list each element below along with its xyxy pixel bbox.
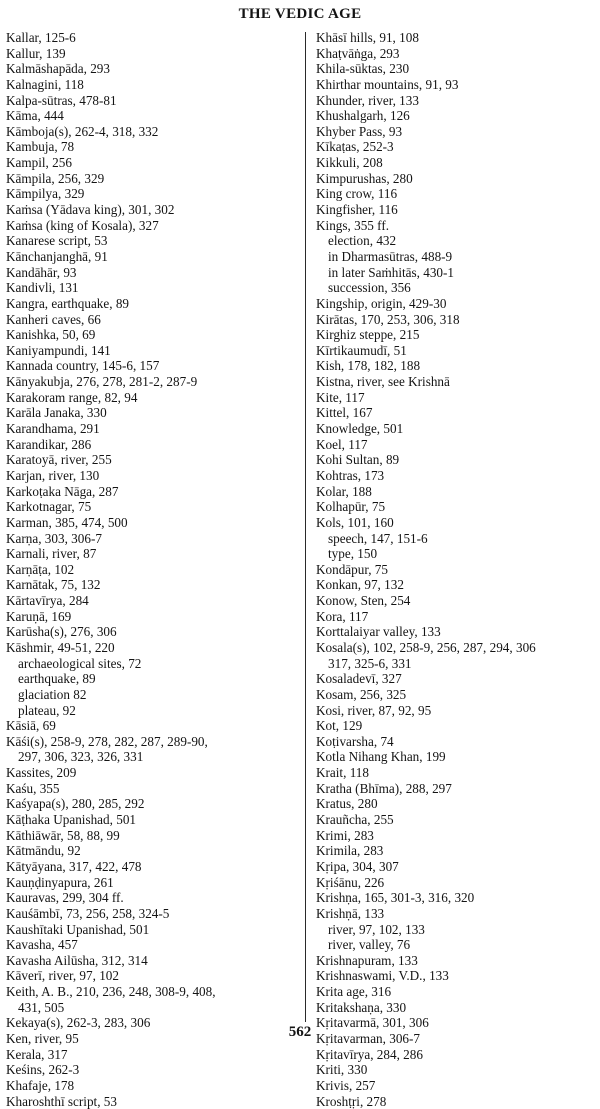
index-entry: Kerala, 317 (6, 1046, 68, 1062)
index-subentry: plateau, 92 (18, 702, 76, 718)
index-entry: Karkoṭaka Nāga, 287 (6, 483, 119, 499)
index-entry: Kikkuli, 208 (316, 155, 383, 171)
index-subentry: glaciation 82 (18, 686, 87, 702)
index-entry: Kavasha Ailūsha, 312, 314 (6, 952, 148, 968)
index-entry: Kaushītaki Upanishad, 501 (6, 921, 150, 937)
index-subentry: election, 432 (328, 233, 397, 249)
index-entry: Karatoyā, river, 255 (6, 452, 112, 468)
index-entry: Kīrtikaumudī, 51 (316, 342, 407, 358)
index-entry: Kṛitavīrya, 284, 286 (316, 1046, 423, 1062)
index-entry: Kot, 129 (316, 718, 363, 734)
index-subentry: in Dharmasūtras, 488-9 (328, 248, 453, 264)
index-entry: Kalpa-sūtras, 478-81 (6, 92, 117, 108)
index-entry: Ken, river, 95 (6, 1031, 79, 1046)
index-entry: Kānyakubja, 276, 278, 281-2, 287-9 (6, 374, 198, 390)
index-entry: Kimpurushas, 280 (316, 170, 413, 186)
index-entry: Kampil, 256 (6, 155, 72, 171)
index-entry: Kanishka, 50, 69 (6, 327, 96, 343)
index-entry: Krivis, 257 (316, 1077, 376, 1093)
index-entry: Kṛipa, 304, 307 (316, 858, 399, 874)
index-entry: Khāsī hills, 91, 108 (316, 30, 419, 45)
index-entry: Kauravas, 299, 304 ff. (6, 890, 124, 906)
index-entry: Khaṭvāṅga, 293 (316, 45, 400, 61)
index-entry: Konow, Sten, 254 (316, 593, 411, 609)
index-entry: Kārtavīrya, 284 (6, 593, 89, 609)
index-entry: Keith, A. B., 210, 236, 248, 308-9, 408, (6, 984, 216, 1000)
index-entry: Kangra, earthquake, 89 (6, 295, 130, 311)
index-entry: Krauñcha, 255 (316, 812, 394, 828)
index-entry: Karuṇā, 169 (6, 608, 72, 624)
index-subentry: earthquake, 89 (18, 671, 96, 687)
index-entry: Kratus, 280 (316, 796, 378, 812)
index-entry: Kṛiśānu, 226 (316, 874, 385, 890)
index-entry: Kallur, 139 (6, 45, 66, 61)
index-entry: Kauśāmbī, 73, 256, 258, 324-5 (6, 905, 170, 921)
index-entry: Kondāpur, 75 (316, 561, 388, 577)
index-entry: Kṛitavarman, 306-7 (316, 1031, 420, 1046)
index-entry: Kosaladevī, 327 (316, 671, 402, 687)
index-entry: Kols, 101, 160 (316, 514, 394, 530)
index-entry: Kāshmir, 49-51, 220 (6, 639, 115, 655)
index-entry: Krait, 118 (316, 765, 369, 781)
index-entry: Kalmāshapāda, 293 (6, 61, 110, 77)
index-entry: Kānchanjanghā, 91 (6, 248, 108, 264)
index-entry: Kaśu, 355 (6, 780, 60, 796)
index-entry: Krishṇā, 133 (316, 905, 385, 921)
index-entry: Kirghiz steppe, 215 (316, 327, 420, 343)
index-entry: Kassites, 209 (6, 765, 77, 781)
index-entry: Khushalgarh, 126 (316, 108, 410, 124)
index-entry: Kannada country, 145-6, 157 (6, 358, 160, 374)
index-entry: Kandivli, 131 (6, 280, 79, 296)
index-entry: Kāsiā, 69 (6, 718, 56, 734)
index-entry: Kittel, 167 (316, 405, 373, 421)
index-entry: Kāmpila, 256, 329 (6, 170, 105, 186)
index-entry: Kite, 117 (316, 389, 365, 405)
index-entry: Karūsha(s), 276, 306 (6, 624, 117, 640)
index-entry: Khunder, river, 133 (316, 92, 419, 108)
index-entry: Kaniyampundi, 141 (6, 342, 111, 358)
index-entry: King crow, 116 (316, 186, 398, 202)
index-entry: Karandikar, 286 (6, 436, 92, 452)
index-entry: Krimi, 283 (316, 827, 374, 843)
index-entry: Krishnapuram, 133 (316, 952, 418, 968)
column-divider (305, 32, 306, 1022)
index-entry: Karnali, river, 87 (6, 546, 97, 562)
index-subentry: river, 97, 102, 133 (328, 921, 425, 937)
index-entry: Kosam, 256, 325 (316, 686, 407, 702)
index-entry: Kolar, 188 (316, 483, 372, 499)
index-entry: Kaṁsa (king of Kosala), 327 (6, 217, 159, 233)
index-entry: Kish, 178, 182, 188 (316, 358, 421, 374)
index-subentry: type, 150 (328, 546, 378, 562)
index-entry: Kohi Sultan, 89 (316, 452, 400, 468)
index-entry: Knowledge, 501 (316, 421, 404, 437)
index-entry: Kauṇḍinyapura, 261 (6, 874, 114, 890)
index-entry: Kātmāndu, 92 (6, 843, 81, 859)
page-number: 562 (288, 1024, 312, 1040)
index-entry: Kanarese script, 53 (6, 233, 108, 249)
index-entry: Kings, 355 ff. (316, 217, 390, 233)
index-entry: Krimila, 283 (316, 843, 384, 859)
index-entry: Kirātas, 170, 253, 306, 318 (316, 311, 460, 327)
index-subentry: succession, 356 (328, 280, 411, 296)
index-entry: Kharoshthī script, 53 (6, 1093, 117, 1109)
index-entry: Kandāhār, 93 (6, 264, 77, 280)
index-entry: Kavasha, 457 (6, 937, 78, 953)
index-subentry: 297, 306, 323, 326, 331 (18, 749, 144, 765)
index-entry: Kroshṭṛi, 278 (316, 1093, 387, 1109)
index-entry: Kriti, 330 (316, 1062, 368, 1078)
index-entry: Krishṇa, 165, 301-3, 316, 320 (316, 890, 475, 906)
index-entry: Kekaya(s), 262-3, 283, 306 (6, 1015, 151, 1031)
index-entry: Kallar, 125-6 (6, 30, 76, 45)
index-entry: Keśins, 262-3 (6, 1062, 80, 1078)
index-entry: Karnātak, 75, 132 (6, 577, 101, 593)
index-entry: Kātyāyana, 317, 422, 478 (6, 858, 142, 874)
index-entry: Karṇa, 303, 306-7 (6, 530, 102, 546)
index-entry: Konkan, 97, 132 (316, 577, 404, 593)
index-entry: Karman, 385, 474, 500 (6, 514, 128, 530)
index-entry: Karkotnagar, 75 (6, 499, 92, 515)
index-entry: Kīkaṭas, 252-3 (316, 139, 394, 155)
index-entry: Kingship, origin, 429-30 (316, 295, 447, 311)
index-entry: Khila-sūktas, 230 (316, 61, 410, 77)
index-entry: Karāla Janaka, 330 (6, 405, 107, 421)
index-entry: Kolhapūr, 75 (316, 499, 386, 515)
index-entry: Kohtras, 173 (316, 467, 385, 483)
index-entry: Kritakshaṇa, 330 (316, 999, 407, 1015)
index-column-right (316, 30, 598, 1109)
index-entry: Karandhama, 291 (6, 421, 100, 437)
index-subentry: 431, 505 (18, 999, 65, 1015)
index-entry: Kingfisher, 116 (316, 202, 398, 218)
running-head: THE VEDIC AGE (238, 6, 362, 22)
index-entry: Koṭivarsha, 74 (316, 733, 394, 749)
index-entry: Kratha (Bhīma), 288, 297 (316, 780, 452, 796)
index-entry: Khirthar mountains, 91, 93 (316, 76, 459, 92)
index-subentry: river, valley, 76 (328, 937, 411, 953)
index-entry: Kāmpilya, 329 (6, 186, 85, 202)
index-subentry: speech, 147, 151-6 (328, 530, 428, 546)
index-subentry: in later Saṁhitās, 430-1 (328, 264, 454, 280)
index-entry: Kāśi(s), 258-9, 278, 282, 287, 289-90, (6, 733, 208, 749)
index-entry: Kāverī, river, 97, 102 (6, 968, 119, 984)
index-entry: Kotla Nihang Khan, 199 (316, 749, 446, 765)
index-entry: Kāma, 444 (6, 108, 64, 124)
index-entry: Kaṁsa (Yādava king), 301, 302 (6, 202, 175, 218)
index-entry: Kāthiāwār, 58, 88, 99 (6, 827, 120, 843)
index-entry: Kosala(s), 102, 258-9, 256, 287, 294, 306 (316, 639, 536, 655)
index-entry: Kṛitavarmā, 301, 306 (316, 1015, 429, 1031)
index-entry: Kambuja, 78 (6, 139, 75, 155)
index-entry: Krishnaswami, V.D., 133 (316, 968, 449, 984)
index-entry: Kora, 117 (316, 608, 369, 624)
index-entry: Kosi, river, 87, 92, 95 (316, 702, 432, 718)
index-entry: Khyber Pass, 93 (316, 123, 403, 139)
index-entry: Kanheri caves, 66 (6, 311, 101, 327)
index-entry: Khafaje, 178 (6, 1077, 75, 1093)
index-entry: Krita age, 316 (316, 984, 392, 1000)
index-entry: Kāmboja(s), 262-4, 318, 332 (6, 123, 159, 139)
index-entry: Kaśyapa(s), 280, 285, 292 (6, 796, 145, 812)
index-entry: Kāṭhaka Upanishad, 501 (6, 812, 137, 828)
index-entry: Kistna, river, see Krishnā (316, 374, 450, 390)
index-entry: Kalnagini, 118 (6, 76, 84, 92)
index-entry: Korttalaiyar valley, 133 (316, 624, 441, 640)
index-entry: Karjan, river, 130 (6, 467, 100, 483)
index-entry: Karakoram range, 82, 94 (6, 389, 138, 405)
index-subentry: 317, 325-6, 331 (328, 655, 412, 671)
index-subentry: archaeological sites, 72 (18, 655, 142, 671)
index-entry: Karṇāṭa, 102 (6, 561, 75, 577)
index-entry: Koel, 117 (316, 436, 368, 452)
index-column-left (6, 30, 296, 1109)
